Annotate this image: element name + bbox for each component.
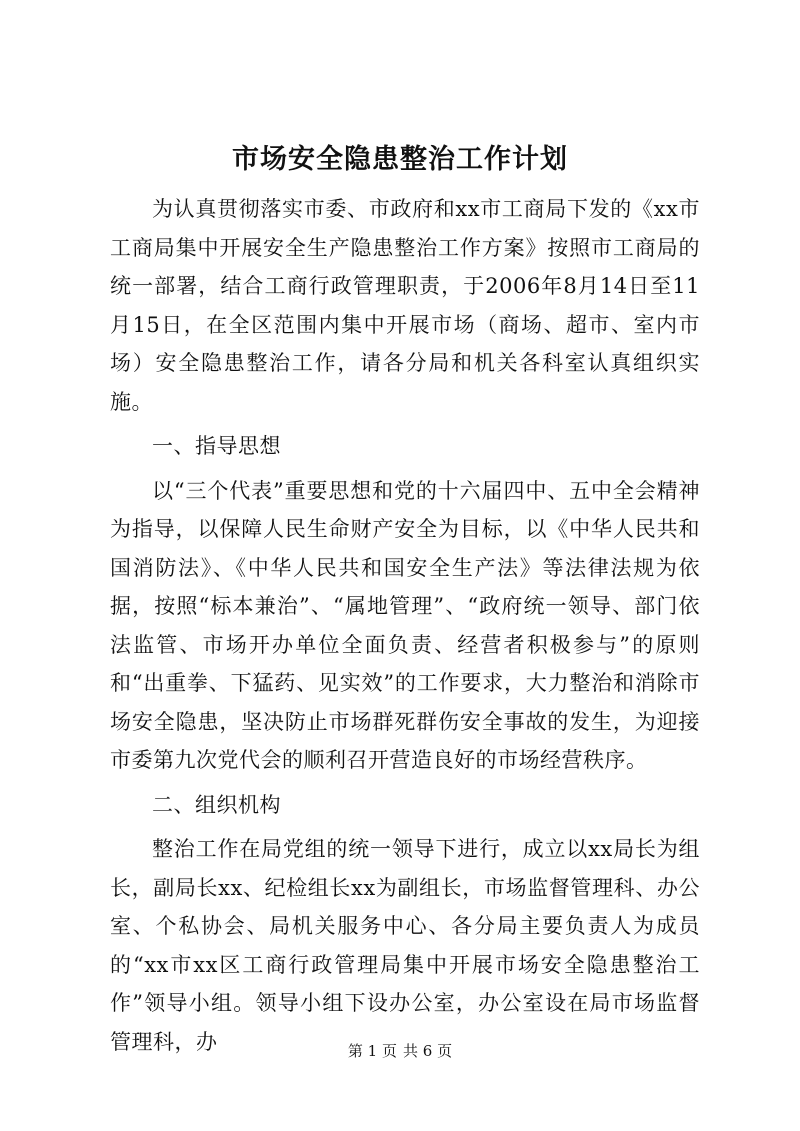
section-paragraph-organization: 整治工作在局党组的统一领导下进行，成立以xx局长为组长，副局长xx、纪检组长xx为副组长，市场监督管理科、办公室、个私协会、局机关服务中心、各分局主要负责人为成员的“xx市xx区工商行政管理局集中开展市场安全隐患整治工作”领导小组。领导小组下设办公室，办公室设在局市场监督管理科，办 <box>110 837 700 1054</box>
section-paragraph-guiding-ideology: 以“三个代表”重要思想和党的十六届四中、五中全会精神为指导，以保障人民生命财产安全为目标，以《中华人民共和国消防法》、《中华人民共和国安全生产法》等法律法规为依据，按照“标本兼治”、“属地管理”、“政府统一领导、部门依法监管、市场开办单位全面负责、经营者积极参与”的原则和“出重拳、下猛药、见实效”的工作要求，大力整治和消除市场安全隐患，坚决防止市场群死群伤安全事故的发生，为迎接市委第九次党代会的顺利召开营造良好的市场经营秩序。 <box>110 478 700 772</box>
document-body <box>110 190 700 1061</box>
intro-paragraph: 为认真贯彻落实市委、市政府和xx市工商局下发的《xx市工商局集中开展安全生产隐患整治工作方案》按照市工商局的统一部署，结合工商行政管理职责，于2006年8月14日至11月15日，在全区范围内集中开展市场（商场、超市、室内市场）安全隐患整治工作，请各分局和机关各科室认真组织实施。 <box>110 197 700 414</box>
page-footer <box>0 1041 800 1061</box>
section-heading-guiding-ideology: 一、指导思想 <box>152 434 281 458</box>
section-heading-organization: 二、组织机构 <box>152 792 281 817</box>
page-number-current: 第 1 页 <box>347 1042 397 1060</box>
document-title: 市场安全隐患整治工作计划 <box>232 144 568 175</box>
page-number-total: 共 6 页 <box>403 1042 453 1060</box>
